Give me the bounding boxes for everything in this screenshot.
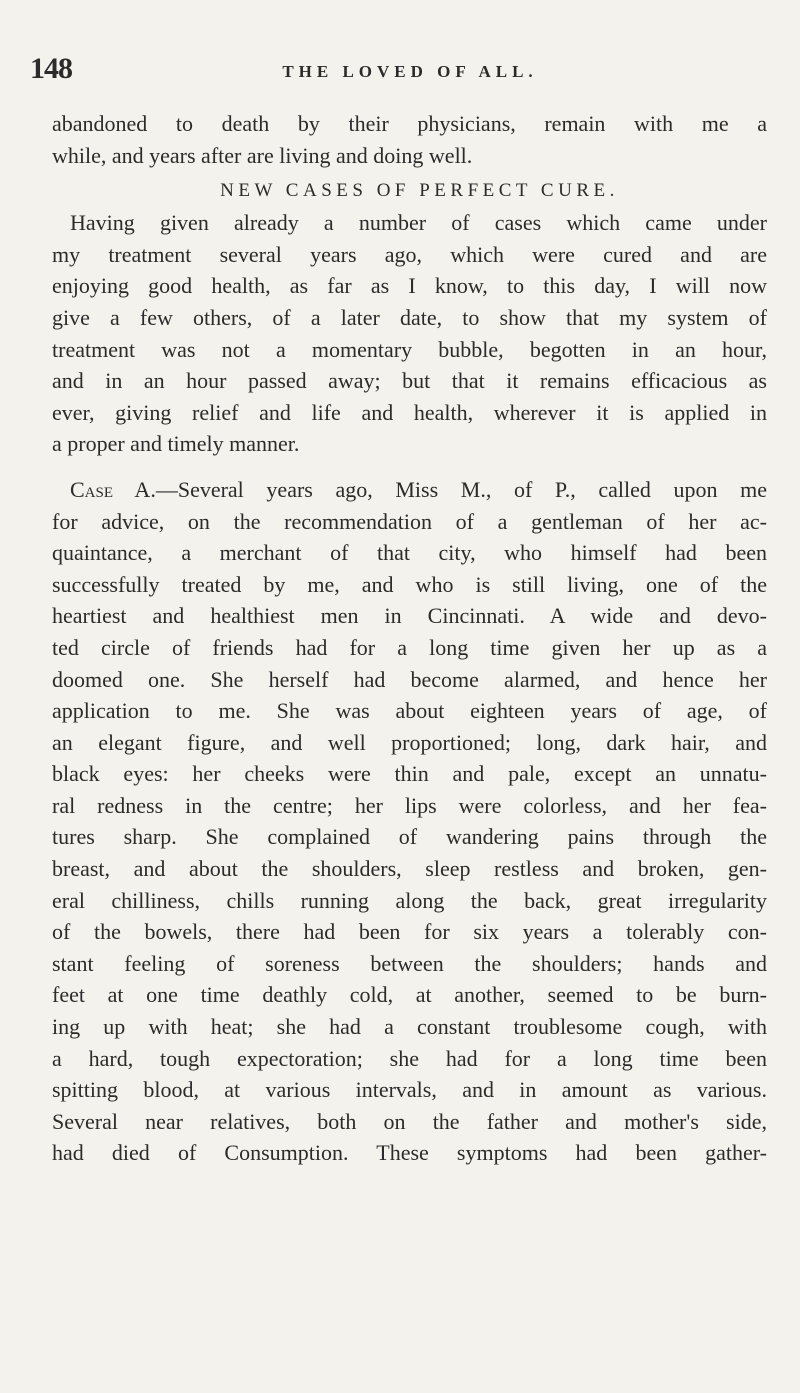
text-line: feet at one time deathly cold, at another, seemed to be burn- (52, 982, 767, 1008)
page-body (52, 108, 767, 1169)
text-line: my treatment several years ago, which were cured and are (52, 241, 767, 267)
running-title: THE LOVED OF ALL. (282, 62, 538, 81)
text-line: for advice, on the recommendation of a gentleman of her ac- (52, 508, 767, 534)
text-line: and in an hour passed away; but that it remains efficacious as (52, 368, 767, 394)
case-first-line-text: —Several years ago, Miss M., of P., called upon me (155, 476, 768, 502)
text-line: eral chilliness, chills running along the back, great irregularity (52, 887, 767, 913)
text-line: tures sharp. She complained of wandering pains through the (52, 824, 767, 850)
paragraph-gap (52, 460, 767, 474)
text-line: a hard, tough expectoration; she had for a long time been (52, 1045, 767, 1071)
text-line: a proper and timely manner. (52, 431, 300, 457)
text-line: ted circle of friends had for a long time given her up as a (52, 634, 767, 660)
text-line: abandoned to death by their physicians, remain with me a (52, 111, 767, 136)
text-line: Having given already a number of cases which came under (70, 210, 767, 236)
text-line: had died of Consumption. These symptoms had been gather- (52, 1140, 767, 1166)
text-line: breast, and about the shoulders, sleep restless and broken, gen- (52, 856, 767, 882)
text-line: doomed one. She herself had become alarmed, and hence her (52, 666, 767, 692)
text-line: while, and years after are living and doing well. (52, 142, 473, 168)
text-line: give a few others, of a later date, to show that my system of (52, 304, 767, 330)
case-label: Case A. (70, 476, 156, 502)
text-line: heartiest and healthiest men in Cincinnati. A wide and devo- (52, 603, 767, 629)
text-line: application to me. She was about eighteen years of age, of (52, 698, 767, 724)
text-line: quaintance, a merchant of that city, who himself had been (52, 540, 767, 566)
page-number: 148 (30, 52, 72, 85)
text-line: Several near relatives, both on the father and mother's side, (52, 1108, 767, 1134)
page-header (30, 52, 790, 98)
case-first-line (52, 474, 767, 506)
text-line: treatment was not a momentary bubble, begotten in an hour, (52, 336, 767, 362)
text-line: an elegant figure, and well proportioned; long, dark hair, and (52, 729, 767, 755)
text-line: black eyes: her cheeks were thin and pale, except an unnatu- (52, 761, 767, 787)
text-line: ing up with heat; she had a constant troublesome cough, with (52, 1014, 767, 1040)
text-line: of the bowels, there had been for six years a tolerably con- (52, 919, 767, 945)
section-heading: NEW CASES OF PERFECT CURE. (220, 180, 619, 202)
text-line: stant feeling of soreness between the shoulders; hands and (52, 950, 767, 976)
text-line: successfully treated by me, and who is still living, one of the (52, 571, 767, 597)
text-line: ral redness in the centre; her lips were colorless, and her fea- (52, 792, 767, 818)
text-line: ever, giving relief and life and health, wherever it is applied in (52, 399, 767, 425)
text-line: spitting blood, at various intervals, and in amount as various. (52, 1077, 767, 1103)
text-line: enjoying good health, as far as I know, to this day, I will now (52, 273, 767, 299)
